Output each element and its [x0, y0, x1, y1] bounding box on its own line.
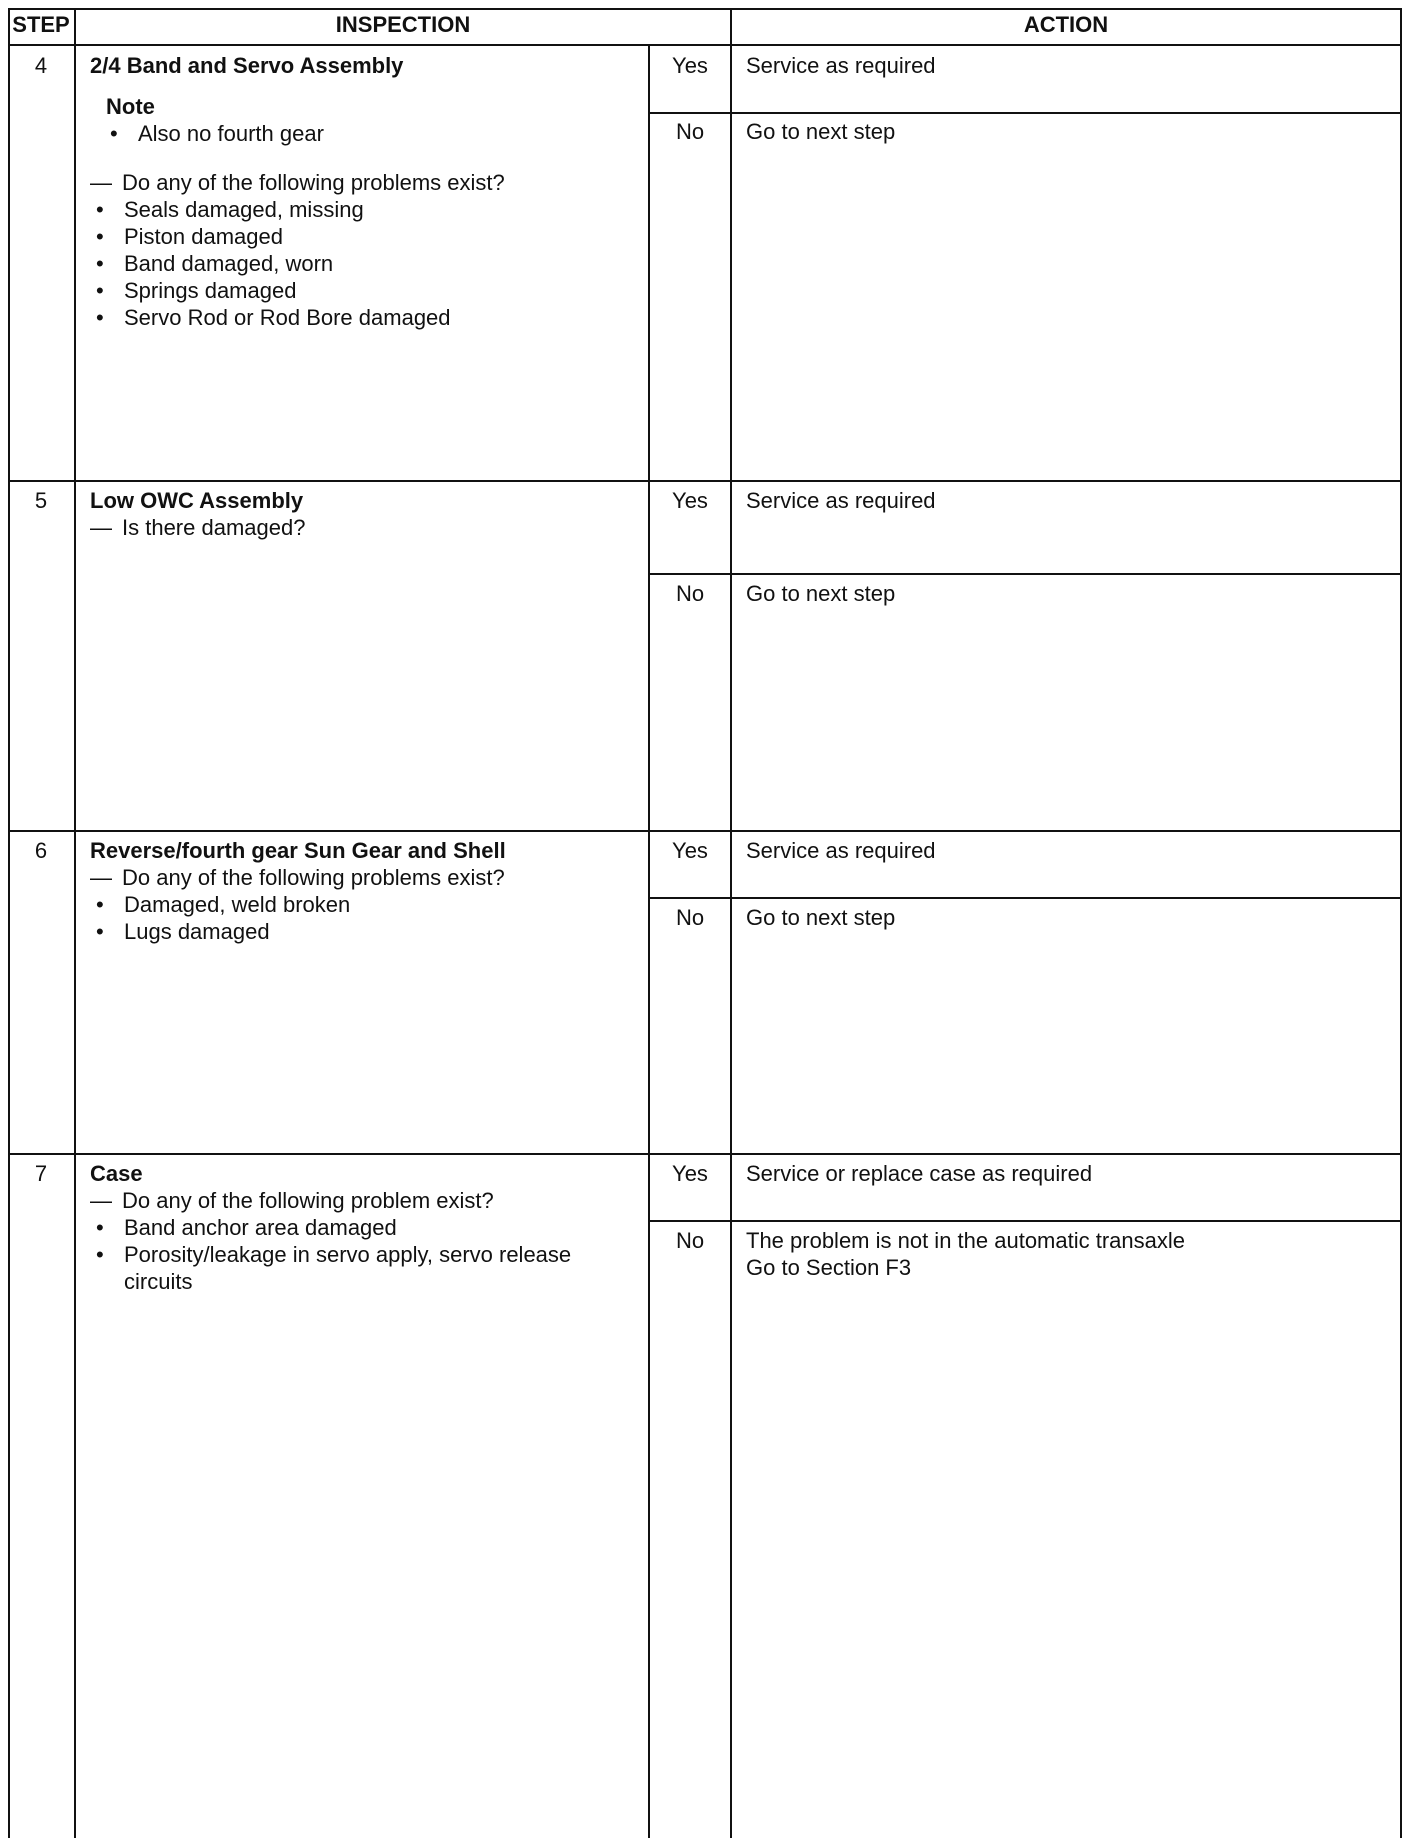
problem-bullet: • Seals damaged, missing	[90, 196, 505, 223]
no-action-line: The problem is not in the automatic transaxle	[746, 1228, 1186, 1253]
problem-bullet: • Porosity/leakage in servo apply, servo release	[90, 1241, 571, 1268]
inspection-question: — Do any of the following problems exist?	[90, 864, 506, 891]
no-label: No	[675, 1228, 705, 1253]
yes-no-divider	[648, 1220, 1402, 1222]
yesno-action-divider	[730, 8, 732, 1838]
header-step: STEP	[12, 12, 70, 37]
yes-label: Yes	[672, 488, 708, 513]
problem-bullet: • Servo Rod or Rod Bore damaged	[90, 304, 505, 331]
step-column-divider	[74, 8, 76, 1838]
header-inspection: INSPECTION	[335, 12, 471, 37]
no-action-line: Go to Section F3	[746, 1255, 912, 1280]
inspection-cell-step-4	[90, 52, 505, 331]
problem-bullet: • Band anchor area damaged	[90, 1214, 571, 1241]
table-border-left	[8, 8, 10, 1838]
yes-action: Service or replace case as required	[746, 1161, 1093, 1186]
problem-bullet: • Lugs damaged	[90, 918, 506, 945]
inspection-title: Low OWC Assembly	[90, 488, 304, 513]
inspection-cell-step-7	[90, 1160, 571, 1295]
row-divider	[8, 1153, 1402, 1155]
no-action: Go to next step	[746, 905, 896, 930]
yes-label: Yes	[672, 838, 708, 863]
no-action: Go to next step	[746, 119, 896, 144]
row-divider	[8, 830, 1402, 832]
inspection-yesno-divider	[648, 44, 650, 1838]
no-label: No	[675, 581, 705, 606]
note-label: Note	[106, 94, 155, 119]
problem-bullet: • Damaged, weld broken	[90, 891, 506, 918]
yes-action: Service as required	[746, 838, 936, 863]
problem-bullet: • Band damaged, worn	[90, 250, 505, 277]
step-number: 7	[34, 1161, 48, 1186]
header-action: ACTION	[1023, 12, 1109, 37]
inspection-question: — Do any of the following problem exist?	[90, 1187, 571, 1214]
no-label: No	[675, 119, 705, 144]
problem-bullet: • Piston damaged	[90, 223, 505, 250]
inspection-question: — Do any of the following problems exist?	[90, 169, 505, 196]
inspection-title: Case	[90, 1161, 143, 1186]
no-action: Go to next step	[746, 581, 896, 606]
table-border-right	[1400, 8, 1402, 1838]
yes-label: Yes	[672, 1161, 708, 1186]
row-divider	[8, 480, 1402, 482]
no-label: No	[675, 905, 705, 930]
no-action	[746, 1227, 1185, 1281]
step-number: 5	[34, 488, 48, 513]
yes-no-divider	[648, 897, 1402, 899]
yes-action: Service as required	[746, 53, 936, 78]
yes-label: Yes	[672, 53, 708, 78]
problem-bullet-continuation: circuits	[124, 1269, 193, 1294]
yes-no-divider	[648, 573, 1402, 575]
inspection-title: 2/4 Band and Servo Assembly	[90, 53, 404, 78]
problem-bullet: • Springs damaged	[90, 277, 505, 304]
inspection-cell-step-6	[90, 837, 506, 945]
note-item: • Also no fourth gear	[90, 120, 505, 147]
inspection-title: Reverse/fourth gear Sun Gear and Shell	[90, 838, 506, 863]
inspection-question: — Is there damaged?	[90, 514, 305, 541]
step-number: 6	[34, 838, 48, 863]
step-number: 4	[34, 53, 48, 78]
header-top-rule	[8, 8, 1402, 10]
yes-no-divider	[648, 112, 1402, 114]
inspection-cell-step-5	[90, 487, 305, 541]
yes-action: Service as required	[746, 488, 936, 513]
header-bottom-rule	[8, 44, 1402, 46]
